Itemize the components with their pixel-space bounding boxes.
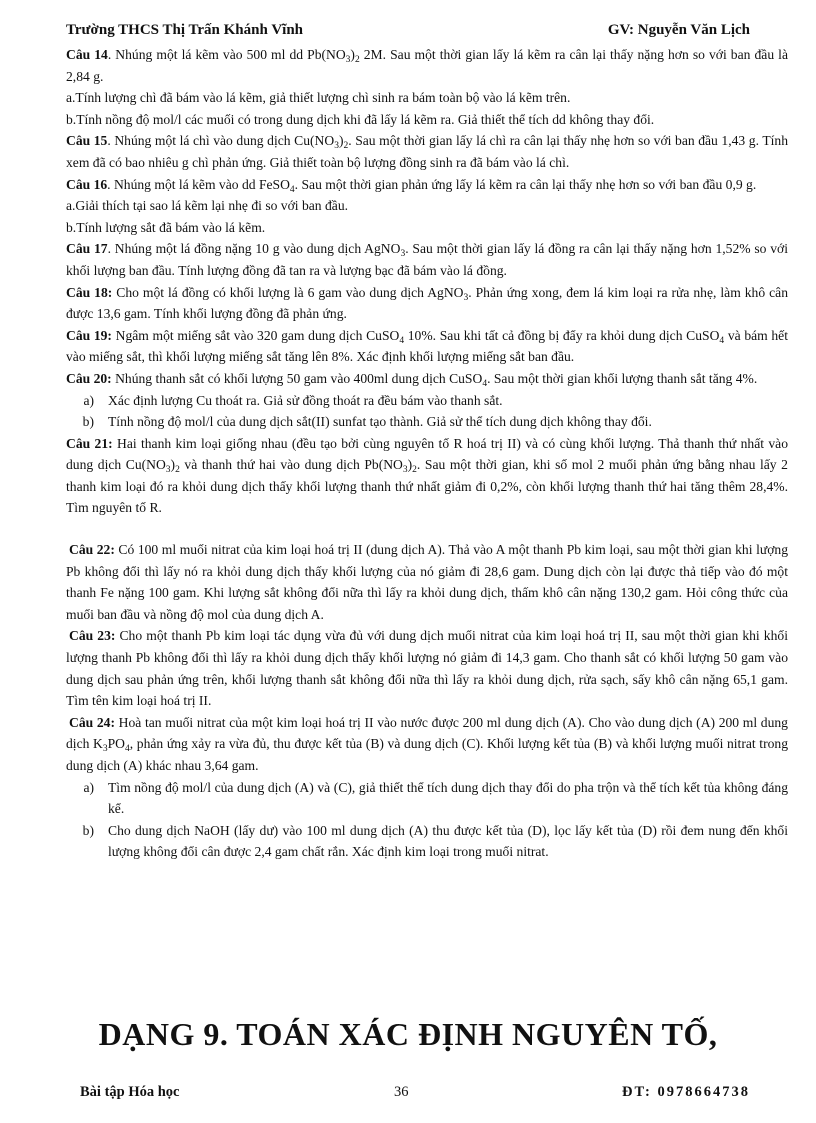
question-14-part-b: b.Tính nồng độ mol/l các muối có trong dung dịch khi đã lấy lá kẽm ra. Giả thiết thể tích dd không thay đổi.	[66, 111, 655, 127]
page-number: 36	[394, 1084, 409, 1100]
question-22: Câu 22: Có 100 ml muối nitrat của kim loại hoá trị II (dung dịch A). Thả vào A một thanh Pb kim loại, sau một thời gian khi lượng Pb không đổi thì lấy nó ra khỏi dung dịch thấy khối lượng của nó giảm đi 28,6 gam. Dung dịch còn lại được thả tiếp vào đó một thanh Fe nặng 100 gam. Khi lượng sắt không đổi nữa thì lấy ra khỏi dung dịch, thấm khô cân nặng 130,2 gam. Hỏi công thức của muối ban đầu và nồng độ mol của dung dịch A.	[66, 542, 788, 622]
question-19: Câu 19: Ngâm một miếng sắt vào 320 gam dung dịch CuSO$_4$ 10%. Sau khi tất cả đồng bị đẩy ra khỏi dung dịch CuSO$_4$ và bám hết vào miếng sắt, thì khối lượng miếng sắt tăng lên 8%. Xác định khối lượng miếng sắt ban đầu.	[66, 327, 788, 365]
list-item: a) Xác định lượng Cu thoát ra. Giả sử đồng thoát ra đều bám vào thanh sắt.	[83, 392, 503, 408]
document-body	[66, 44, 788, 863]
list-item: b) Cho dung dịch NaOH (lấy dư) vào 100 ml dung dịch (A) thu được kết tủa (D), lọc lấy kết tủa (D) rồi đem nung đến khối lượng không đổi cân được 2,4 gam chất rắn. Xác định kim loại trong muối nitrat.	[82, 822, 788, 860]
question-15: Câu 15. Nhúng một lá chì vào dung dịch $Cu(NO_3)_2$. Sau một thời gian lấy lá chì ra cân lại thấy nhẹ hơn so với ban đầu 1,43 g. Tính xem đã có bao nhiêu g chì phản ứng. Giả thiết toàn bộ lượng đồng sinh ra đã bám vào lá chì.	[66, 133, 789, 170]
list-item: b) Tính nồng độ mol/l của dung dịch sắt(II) sunfat tạo thành. Giả sử thể tích dung dịch không thay đổi.	[82, 414, 652, 430]
question-label: Câu 19:	[66, 327, 112, 343]
footer-title: Bài tập Hóa học	[80, 1084, 180, 1100]
question-16-part-a: a.Giải thích tại sao lá kẽm lại nhẹ đi so với ban đầu.	[66, 198, 349, 214]
teacher-name: GV: Nguyễn Văn Lịch	[607, 22, 750, 38]
question-label: Câu 18:	[66, 284, 113, 300]
question-24-parts	[66, 777, 788, 863]
spacer	[66, 529, 788, 539]
question-label: Câu 22:	[69, 542, 115, 558]
question-14: Câu 14. Nhúng một lá kẽm vào 500 ml dd $Pb(NO_3)_2$ 2M. Sau một thời gian lấy lá kẽm ra cân lại thấy nặng hơn so với ban đầu là 2,84 g.	[66, 47, 788, 84]
school-name: Trường THCS Thị Trấn Khánh Vĩnh	[66, 22, 303, 38]
question-18: Câu 18: Cho một lá đồng có khối lượng là 6 gam vào dung dịch AgNO$_3$. Phản ứng xong, đem lá kim loại ra rửa nhẹ, làm khô cân được 13,6 gam. Tính khối lượng đồng đã phản ứng.	[66, 284, 788, 322]
question-label: Câu 16	[66, 176, 108, 192]
phone-number: ĐT: 0978664738	[621, 1084, 750, 1100]
question-20-parts	[66, 390, 788, 433]
question-14-part-a: a.Tính lượng chì đã bám vào lá kẽm, giả thiết lượng chì sinh ra bám toàn bộ vào lá kẽm trên.	[66, 90, 571, 106]
page-header	[66, 22, 750, 39]
question-24: Câu 24: Hoà tan muối nitrat của một kim loại hoá trị II vào nước được 200 ml dung dịch (A). Cho vào dung dịch (A) 200 ml dung dịch $K_3PO_4$, phản ứng xảy ra vừa đủ, thu được kết tủa (B) và dung dịch (C). Khối lượng kết tủa (B) và khối lượng muối nitrat trong dung dịch (A) khác nhau 3,64 gam.	[66, 714, 788, 773]
list-item: a) Tìm nồng độ mol/l của dung dịch (A) và (C), giả thiết thể tích dung dịch thay đổi do pha trộn và thể tích kết tủa không đáng kể.	[83, 779, 788, 817]
question-23: Câu 23: Cho một thanh Pb kim loại tác dụng vừa đủ với dung dịch muối nitrat của kim loại hoá trị II, sau một thời gian khi khối lượng thanh Pb không đổi thì lấy ra khỏi dung dịch thấy khối lượng nó giảm đi 14,3 gam. Cho thanh sắt có khối lượng 50 gam vào dung dịch sau phản ứng trên, khối lượng thanh sắt không đổi nữa thì lấy ra khỏi dung dịch, rửa sạch, sấy khô cân nặng 65,1 gam. Tìm tên kim loại hoá trị II.	[66, 628, 788, 709]
question-label: Câu 23:	[69, 628, 116, 644]
question-label: Câu 15	[66, 133, 108, 149]
question-label: Câu 17	[66, 241, 108, 257]
section-heading: DẠNG 9. TOÁN XÁC ĐỊNH NGUYÊN TỐ,	[98, 1016, 718, 1052]
question-label: Câu 21:	[66, 435, 113, 451]
question-20: Câu 20: Nhúng thanh sắt có khối lượng 50 gam vào 400ml dung dịch CuSO$_4$. Sau một thời gian khối lượng thanh sắt tăng 4%.	[66, 370, 758, 389]
spacer	[66, 519, 788, 529]
question-label: Câu 14	[66, 47, 108, 62]
question-16-part-b: b.Tính lượng sắt đã bám vào lá kẽm.	[66, 219, 266, 235]
question-21: Câu 21: Hai thanh kim loại giống nhau (đều tạo bởi cùng nguyên tố R hoá trị II) và có cùng khối lượng. Thả thanh thứ nhất vào dung dịch $Cu(NO_3)_2$ và thanh thứ hai vào dung dịch $Pb(NO_3)_2$. Sau một thời gian, khi số mol 2 muối phản ứng bằng nhau lấy 2 thanh kim loại đó ra khỏi dung dịch thấy khối lượng thanh thứ nhất giảm đi 0,2%, còn khối lượng thanh thứ hai tăng thêm 28,4%. Tìm nguyên tố R.	[66, 435, 788, 516]
question-label: Câu 24:	[69, 714, 115, 730]
question-17: Câu 17. Nhúng một lá đồng nặng 10 g vào dung dịch AgNO$_3$. Sau một thời gian lấy lá đồng ra cân lại thấy nặng hơn 1,52% so với khối lượng ban đầu. Tính lượng đồng đã tan ra và lượng bạc đã bám vào lá đồng.	[66, 241, 789, 278]
question-16: Câu 16. Nhúng một lá kẽm vào dd FeSO$_4$. Sau một thời gian phản ứng lấy lá kẽm ra cân lại thấy nhẹ hơn so với ban đầu 0,9 g.	[66, 176, 757, 195]
question-label: Câu 20:	[66, 370, 112, 386]
